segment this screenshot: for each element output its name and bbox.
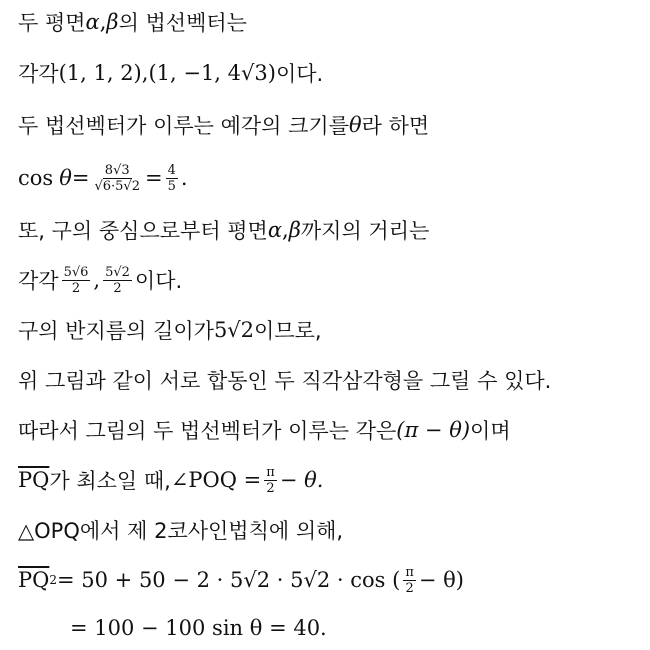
text: 따라서 그림의 두 법선벡터가 이루는 각은 [18,419,397,443]
text: 까지의 거리는 [300,219,430,243]
law-of-cosines-expression: = 50 + 50 − 2 · 5√2 · 5√2 · cos ( [57,568,401,592]
text: 의 법선벡터는 [118,11,247,35]
cos-function: cos [18,166,54,190]
text: 이므로, [254,319,322,343]
line-1 [18,0,644,44]
line-10 [18,458,644,502]
line-5 [18,208,644,252]
text: 또, 구의 중심으로부터 평면 [18,219,268,243]
denominator: 2 [405,580,414,596]
comma: , [282,218,289,242]
denominator: 5 [167,178,176,194]
text: − θ. [279,468,324,492]
fraction-pi-half [403,565,416,596]
text: 이다. [275,62,324,86]
fraction-distance-1 [62,265,91,296]
comma: , [99,10,107,34]
line-12 [18,558,644,602]
period: . [180,166,188,190]
text: 구의 반지름의 길이가 [18,319,214,343]
line-13 [70,606,644,650]
fraction-pi-half [264,465,277,496]
equals: = [71,166,90,190]
line-9 [18,408,644,452]
fraction-distance-2 [103,265,132,296]
segment-pq: $\overline{PQ}$ [18,568,50,592]
beta-symbol: β [106,10,119,34]
angle-expression: (π − θ) [396,418,471,442]
text: 이다. [134,269,183,293]
text: 라 하면 [361,114,430,138]
line-2 [18,51,644,95]
denominator: 2 [266,480,275,496]
comma: , [141,61,149,85]
equals: = [144,166,163,190]
text: 위 그림과 같이 서로 합동인 두 직각삼각형을 그릴 수 있다. [18,369,552,393]
segment-pq: $\overline{PQ}$ [18,468,50,492]
vector-2: (1, −1, 4√3) [148,61,276,85]
vector-1: (1, 1, 2) [58,61,142,85]
fraction-result [166,163,178,194]
text: △OPQ에서 제 2코사인법칙에 의해, [18,519,344,543]
result-expression: = 100 − 100 sin θ = 40. [70,616,327,640]
square-exponent: 2 [49,573,57,587]
numerator: 5√6 [63,264,89,280]
comma: , [93,268,101,292]
angle-poq: ∠POQ = [170,468,262,492]
line-3 [18,103,644,147]
text: 두 평면 [18,11,86,35]
text: − θ) [418,568,464,592]
beta-symbol: β [288,218,301,242]
numerator: 4 [167,162,176,178]
theta-symbol: θ [59,166,72,190]
line-4 [18,156,644,200]
numerator: 8√3 [104,162,130,178]
fraction-cos [92,163,142,194]
text: 이며 [470,419,511,443]
line-7 [18,308,644,352]
text: 각각 [18,269,59,293]
numerator: π [405,564,414,580]
numerator: 5√2 [105,264,130,280]
text: 가 최소일 때, [49,469,171,493]
line-11 [18,508,644,552]
denominator: 2 [113,280,122,296]
alpha-symbol: α [267,218,283,242]
denominator: 2 [71,280,81,296]
text: 두 법선벡터가 이루는 예각의 크기를 [18,114,349,138]
line-6 [18,258,644,302]
denominator: √6·5√2 [94,178,140,194]
alpha-symbol: α [85,10,100,34]
numerator: π [266,464,275,480]
theta-symbol: θ [349,113,362,137]
line-8 [18,358,644,402]
text: 각각 [18,62,59,86]
radius-value: 5√2 [213,318,255,342]
